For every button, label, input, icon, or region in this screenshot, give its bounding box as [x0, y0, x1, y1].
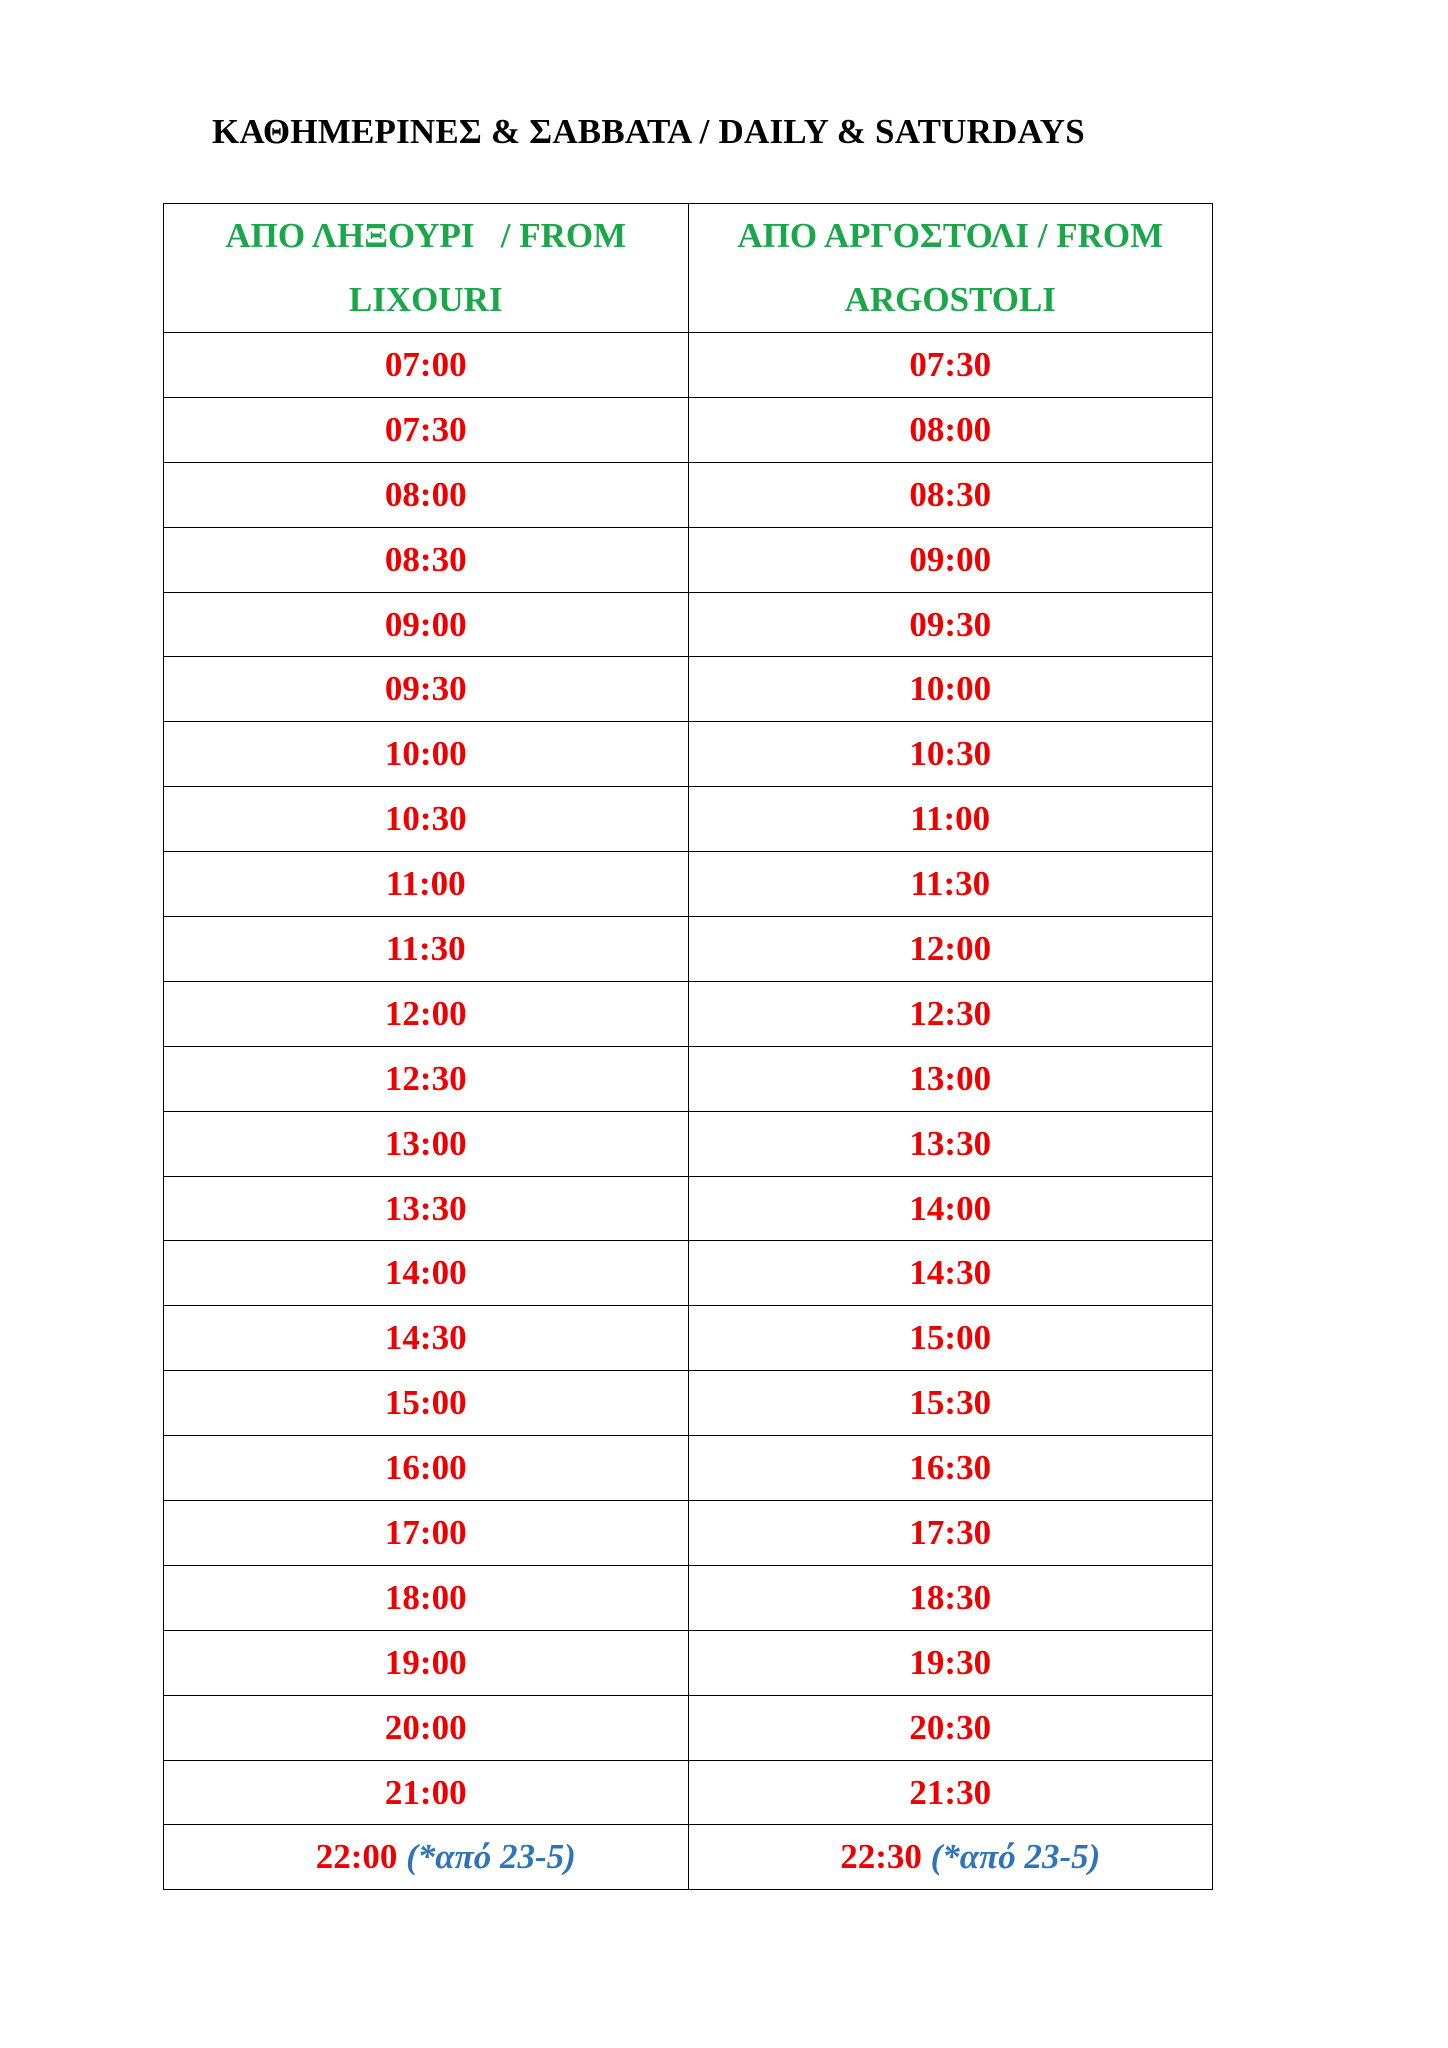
departure-lixouri-time: 20:00 [164, 1695, 689, 1760]
page-title: ΚΑΘΗΜΕΡΙΝΕΣ & ΣΑΒΒΑΤΑ / DAILY & SATURDAYS [212, 112, 1085, 151]
departure-lixouri-time: 10:00 [164, 722, 689, 787]
departure-argostoli-time: 18:30 [688, 1565, 1213, 1630]
header-from-lixouri [164, 204, 689, 333]
departure-argostoli-time: 09:30 [688, 592, 1213, 657]
table-row [164, 722, 1213, 787]
departure-argostoli-time: 10:00 [688, 657, 1213, 722]
departure-lixouri-last [164, 1825, 689, 1890]
table-row [164, 1176, 1213, 1241]
departure-lixouri-time: 09:30 [164, 657, 689, 722]
departure-lixouri-time: 16:00 [164, 1436, 689, 1501]
last-departure-time: 22:30 [840, 1837, 922, 1877]
table-row [164, 657, 1213, 722]
table-row [164, 1306, 1213, 1371]
departure-argostoli-time: 15:30 [688, 1371, 1213, 1436]
departure-argostoli-time: 16:30 [688, 1436, 1213, 1501]
table-row [164, 333, 1213, 398]
departure-lixouri-time: 07:30 [164, 397, 689, 462]
departure-argostoli-time: 21:30 [688, 1760, 1213, 1825]
departure-lixouri-time: 15:00 [164, 1371, 689, 1436]
departure-lixouri-time: 08:00 [164, 462, 689, 527]
departure-argostoli-last [688, 1825, 1213, 1890]
header-from-argostoli [688, 204, 1213, 333]
departure-argostoli-time: 14:00 [688, 1176, 1213, 1241]
departure-argostoli-time: 14:30 [688, 1241, 1213, 1306]
table-row [164, 1046, 1213, 1111]
departure-argostoli-time: 15:00 [688, 1306, 1213, 1371]
departure-lixouri-time: 19:00 [164, 1630, 689, 1695]
departure-lixouri-time: 18:00 [164, 1565, 689, 1630]
departure-argostoli-time: 17:30 [688, 1501, 1213, 1566]
departure-lixouri-time: 13:30 [164, 1176, 689, 1241]
table-row [164, 1436, 1213, 1501]
last-cell-content [276, 1837, 576, 1876]
table-row [164, 1241, 1213, 1306]
table-row [164, 787, 1213, 852]
departure-lixouri-time: 11:00 [164, 852, 689, 917]
departure-lixouri-time: 11:30 [164, 917, 689, 982]
departure-lixouri-time: 17:00 [164, 1501, 689, 1566]
departure-lixouri-time: 09:00 [164, 592, 689, 657]
table-row [164, 397, 1213, 462]
seasonal-note: (*από 23-5) [406, 1837, 576, 1877]
header-row [164, 204, 1213, 333]
header-from-lixouri-line1: ΑΠΟ ΛΗΞΟΥΡΙ / FROM [225, 216, 627, 255]
table-row [164, 1565, 1213, 1630]
departure-lixouri-time: 14:00 [164, 1241, 689, 1306]
departure-lixouri-time: 07:00 [164, 333, 689, 398]
departure-argostoli-time: 13:00 [688, 1046, 1213, 1111]
table-row [164, 981, 1213, 1046]
table-row [164, 1695, 1213, 1760]
last-departure-time: 22:00 [315, 1837, 398, 1877]
table-row [164, 917, 1213, 982]
header-from-argostoli-line2: ARGOSTOLI [844, 280, 1056, 319]
departure-lixouri-time: 12:00 [164, 981, 689, 1046]
table-row [164, 592, 1213, 657]
departure-lixouri-time: 14:30 [164, 1306, 689, 1371]
schedule-body [164, 333, 1213, 1890]
seasonal-note: (*από 23-5) [930, 1837, 1101, 1877]
table-row [164, 1111, 1213, 1176]
departure-lixouri-time: 13:00 [164, 1111, 689, 1176]
departure-lixouri-time: 10:30 [164, 787, 689, 852]
table-row-last [164, 1825, 1213, 1890]
table-row [164, 1501, 1213, 1566]
header-from-argostoli-line1: ΑΠΟ ΑΡΓΟΣΤΟΛΙ / FROM [737, 216, 1164, 255]
departure-lixouri-time: 21:00 [164, 1760, 689, 1825]
departure-argostoli-time: 20:30 [688, 1695, 1213, 1760]
departure-argostoli-time: 12:30 [688, 981, 1213, 1046]
header-from-lixouri-line2: LIXOURI [348, 280, 503, 319]
departure-argostoli-time: 11:00 [688, 787, 1213, 852]
departure-argostoli-time: 13:30 [688, 1111, 1213, 1176]
departure-argostoli-time: 11:30 [688, 852, 1213, 917]
departure-argostoli-time: 08:30 [688, 462, 1213, 527]
table-row [164, 852, 1213, 917]
table-row [164, 527, 1213, 592]
ferry-schedule-table [163, 203, 1213, 1890]
departure-lixouri-time: 08:30 [164, 527, 689, 592]
table-row [164, 1371, 1213, 1436]
departure-argostoli-time: 10:30 [688, 722, 1213, 787]
table-row [164, 462, 1213, 527]
last-cell-content [800, 1837, 1100, 1876]
table-row [164, 1760, 1213, 1825]
departure-argostoli-time: 08:00 [688, 397, 1213, 462]
departure-lixouri-time: 12:30 [164, 1046, 689, 1111]
departure-argostoli-time: 19:30 [688, 1630, 1213, 1695]
table-row [164, 1630, 1213, 1695]
departure-argostoli-time: 07:30 [688, 333, 1213, 398]
departure-argostoli-time: 12:00 [688, 917, 1213, 982]
departure-argostoli-time: 09:00 [688, 527, 1213, 592]
